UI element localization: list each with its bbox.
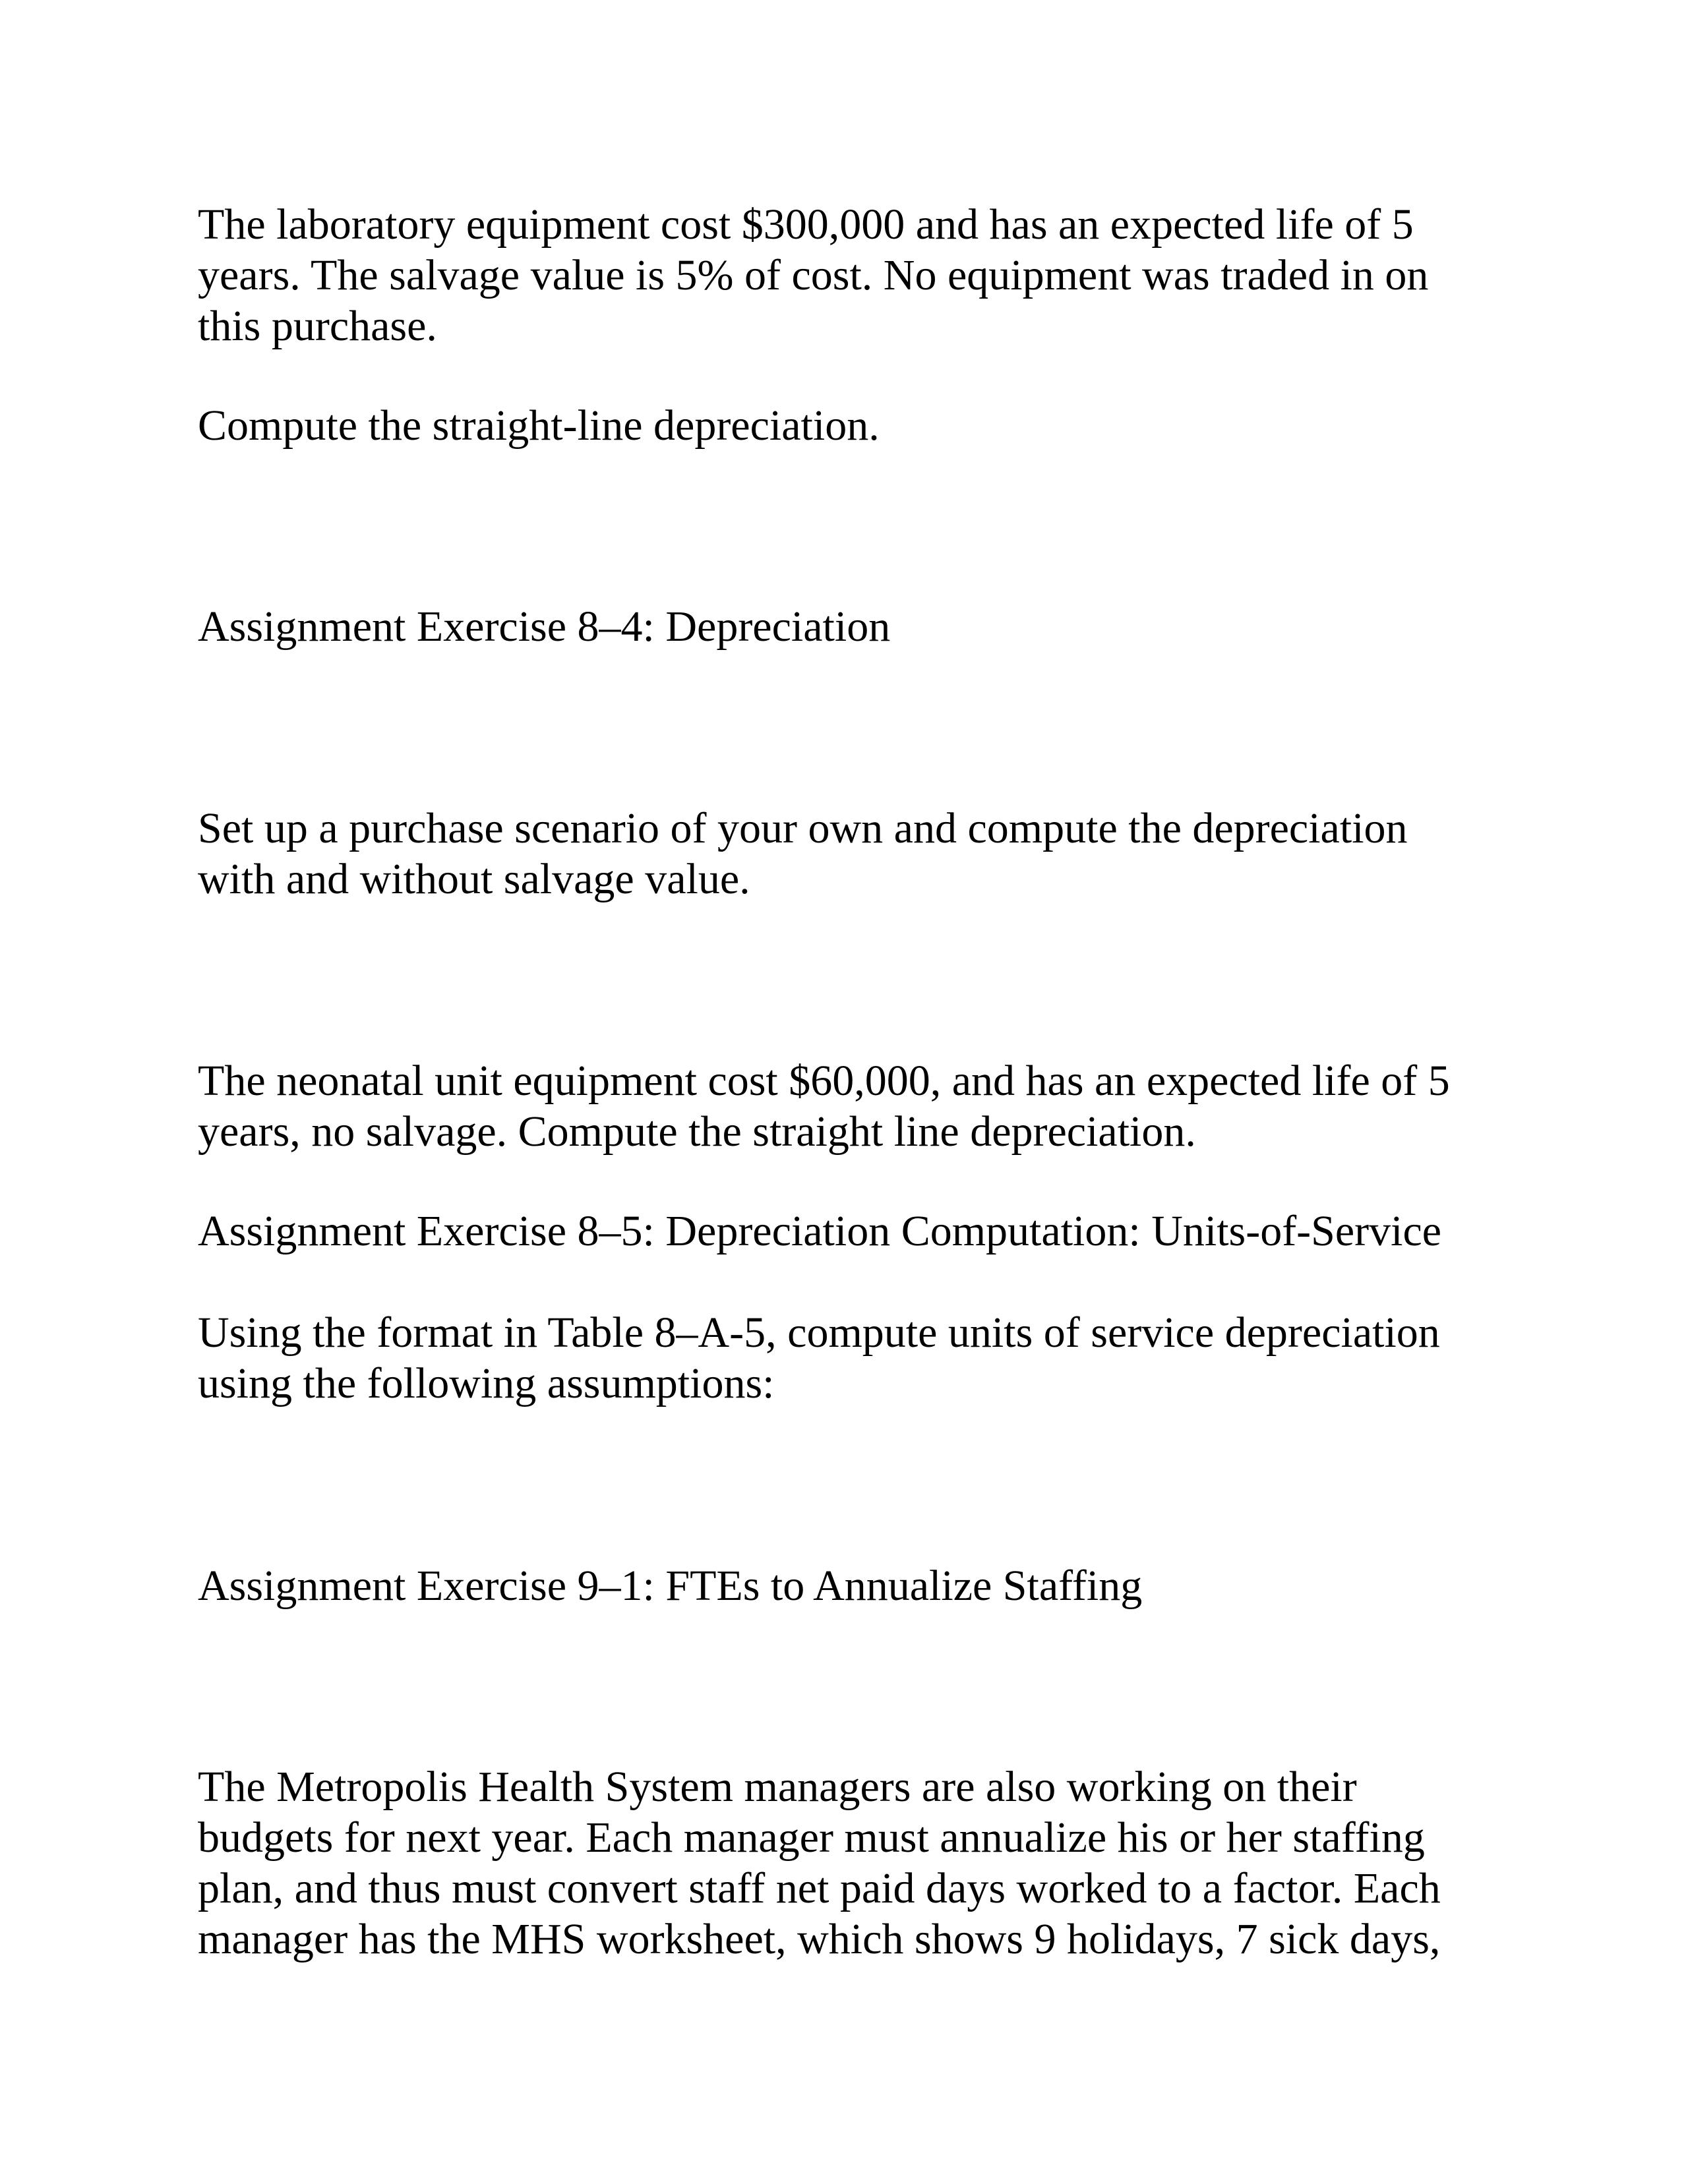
heading-exercise-9-1: Assignment Exercise 9–1: FTEs to Annualize Staffing (198, 1562, 1143, 1610)
paragraph-compute-straight-line: Compute the straight-line depreciation. (198, 401, 880, 450)
paragraph-units-of-service: Using the format in Table 8–A-5, compute units of service depreciation using the following assumptions: (198, 1309, 1440, 1407)
paragraph-purchase-scenario: Set up a purchase scenario of your own and compute the depreciation with and without salvage value. (198, 804, 1408, 903)
heading-exercise-8-4: Assignment Exercise 8–4: Depreciation (198, 603, 891, 651)
paragraph-metropolis-health-system: The Metropolis Health System managers are also working on their budgets for next year. Each manager must annualize his or her staffing plan, and thus must convert staff net paid days worked to a factor. Each manager has the MHS worksheet, which shows 9 holidays, 7 sick days, (198, 1763, 1441, 1963)
heading-exercise-8-5: Assignment Exercise 8–5: Depreciation Computation: Units-of-Service (198, 1207, 1442, 1255)
paragraph-neonatal-unit-equipment: The neonatal unit equipment cost $60,000, and has an expected life of 5 years, no salvage. Compute the straight line depreciation. (198, 1057, 1450, 1156)
paragraph-laboratory-equipment: The laboratory equipment cost $300,000 and has an expected life of 5 years. The salvage value is 5% of cost. No equipment was traded in on this purchase. (198, 200, 1429, 350)
